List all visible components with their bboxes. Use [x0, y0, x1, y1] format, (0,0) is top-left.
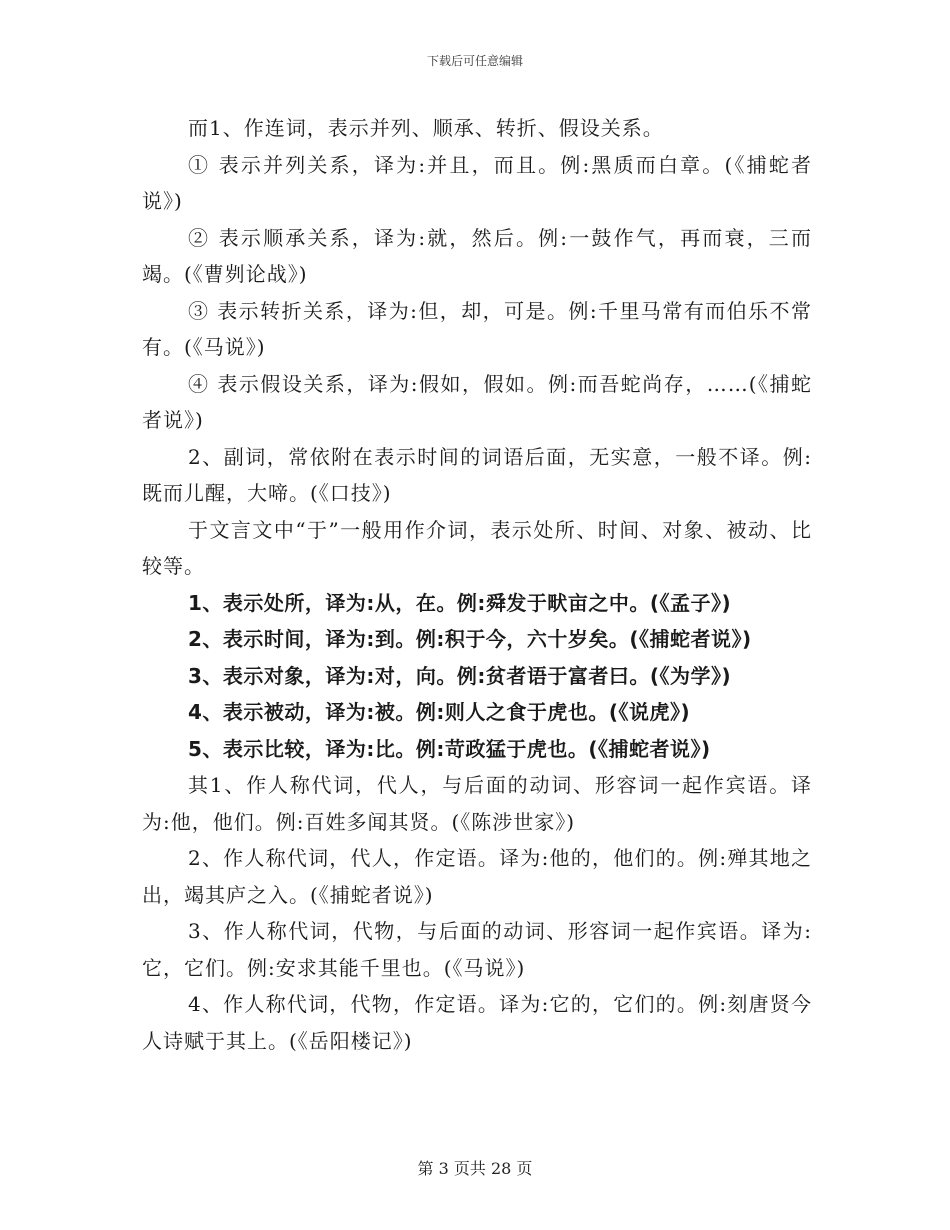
paragraph-yu-4: 4、表示被动，译为:被。例:则人之食于虎也。(《说虎》): [188, 700, 691, 724]
paragraph-qi-1: 其1、作人称代词，代人，与后面的动词、形容词一起作宾语。译为:他，他们。例:百姓多闻其贤。(《陈涉世家》): [142, 773, 812, 834]
paragraph-er-4: ④ 表示假设关系，译为:假如，假如。例:而吾蛇尚存，……(《捕蛇者说》): [142, 371, 812, 432]
paragraph-qi-2: 2、作人称代词，代人，作定语。译为:他的，他们的。例:殚其地之出，竭其庐之入。(《捕蛇者说》): [142, 846, 812, 907]
paragraph-qi-4: 4、作人称代词，代物，作定语。译为:它的，它们的。例:刻唐贤今人诗赋于其上。(《岳阳楼记》): [142, 992, 812, 1053]
paragraph-er-1: ① 表示并列关系，译为:并且，而且。例:黑质而白章。(《捕蛇者说》): [142, 152, 812, 213]
paragraph-yu-3: 3、表示对象，译为:对，向。例:贫者语于富者曰。(《为学》): [188, 663, 732, 688]
paragraph-yu-1: 1、表示处所，译为:从，在。例:舜发于畎亩之中。(《孟子》): [188, 590, 732, 615]
paragraph-yu-intro: 于文言文中“于”一般用作介词，表示处所、时间、对象、被动、比较等。: [142, 517, 812, 578]
page-footer: 第 3 页共 28 页: [417, 1159, 533, 1178]
document-body: [142, 110, 812, 1059]
paragraph-er-2: ② 表示顺承关系，译为:就，然后。例:一鼓作气，再而衰，三而竭。(《曹刿论战》): [142, 225, 812, 286]
paragraph-qi-3: 3、作人称代词，代物，与后面的动词、形容词一起作宾语。译为:它，它们。例:安求其能千里也。(《马说》): [142, 919, 812, 980]
page-header: 下载后可任意编辑: [426, 54, 523, 68]
paragraph-er-intro: 而1、作连词，表示并列、顺承、转折、假设关系。: [188, 116, 664, 140]
paragraph-er-adverb: 2、副词，常依附在表示时间的词语后面，无实意，一般不译。例:既而儿醒，大啼。(《口技》): [142, 444, 812, 505]
paragraph-yu-5: 5、表示比较，译为:比。例:苛政猛于虎也。(《捕蛇者说》): [188, 736, 711, 761]
paragraph-yu-2: 2、表示时间，译为:到。例:积于今，六十岁矣。(《捕蛇者说》): [188, 627, 752, 651]
paragraph-er-3: ③ 表示转折关系，译为:但，却，可是。例:千里马常有而伯乐不常有。(《马说》): [142, 298, 812, 359]
